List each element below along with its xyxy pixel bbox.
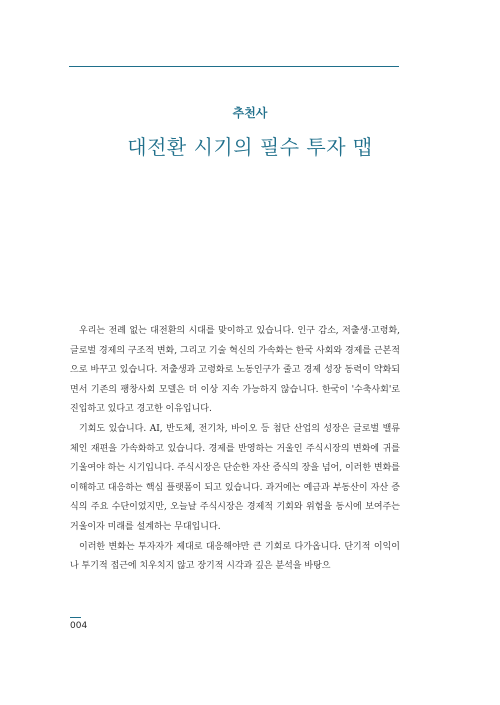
paragraph-1: 우리는 전례 없는 대전환의 시대를 맞이하고 있습니다. 인구 감소, 저출생·고령화, 글로벌 경제의 구조적 변화, 그리고 기술 혁신의 가속화는 한국 사회와 경제를 근본적으로 바꾸고 있습니다. 저출생과 고령화로 노동인구가 줄고 경제 성장 동력이 약화되면서 기존의 팽창사회 모델은 더 이상 지속 가능하지 않습니다. 한국이 '수축사회'로 진입하고 있다고 경고한 이유입니다. — [70, 326, 400, 415]
paragraph-2: 기회도 있습니다. AI, 반도체, 전기차, 바이오 등 첨단 산업의 성장은 글로벌 밸류체인 재편을 가속화하고 있습니다. 경제를 반영하는 거울인 주식시장의 변화에 귀를 기울여야 하는 시기입니다. 주식시장은 단순한 자산 증식의 장을 넘어, 이러한 변화를 이해하고 대응하는 핵심 플랫폼이 되고 있습니다. 과거에는 예금과 부동산이 자산 증식의 주요 수단이었지만, 오늘날 주식시장은 경제적 기회와 위험을 동시에 보여주는 거울이자 미래를 설계하는 무대입니다. — [70, 423, 400, 532]
body-text — [70, 322, 400, 577]
section-label: 추천사 — [232, 106, 268, 120]
paragraph-3: 이러한 변화는 투자자가 제대로 대응해야만 큰 기회로 다가옵니다. 단기적 이익이나 투기적 접근에 치우치지 않고 장기적 시각과 깊은 분석을 바탕으 — [70, 541, 400, 572]
footer-divider — [70, 617, 81, 618]
page-title: 대전환 시기의 필수 투자 맵 — [127, 135, 373, 159]
page-number: 004 — [70, 621, 88, 631]
top-divider — [69, 66, 399, 67]
